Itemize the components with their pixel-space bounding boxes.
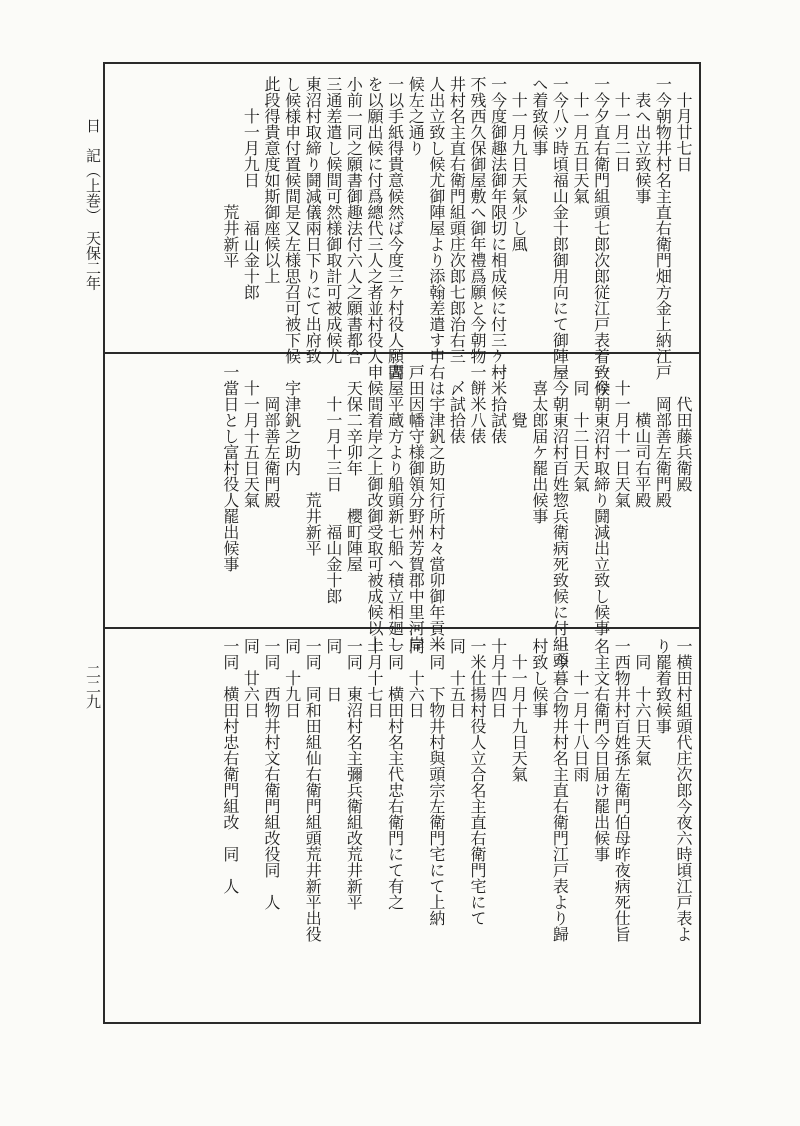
text-line: 十一月十九日天氣	[509, 654, 529, 782]
text-line: 一米拾試俵	[488, 364, 508, 444]
text-line: 村致し候事	[529, 638, 549, 718]
text-line: 横山司右平殿	[632, 412, 652, 508]
text-line: 一今朝物井村名主直右衛門畑方金上納江戸	[653, 76, 673, 380]
text-line: 一同 横田村名主代忠右衛門にて有之	[385, 638, 405, 910]
text-line: 一同 西物井村文右衛門組改役同 人	[262, 638, 281, 910]
text-line: 一今暮合物井村名主直右衛門江戸表より歸	[550, 638, 570, 942]
text-line: 名主文右衛門今日届け罷出候事	[591, 638, 611, 862]
text-line: 覺	[509, 412, 529, 428]
text-line: 荒井新平	[220, 204, 240, 268]
text-line: 荒井新平	[303, 492, 323, 556]
text-line: 十一月十八日雨	[571, 670, 590, 782]
text-line: 一米仕揚村役人立合名主直右衛門宅にて	[468, 638, 487, 926]
text-line: 天保二辛卯年 櫻町陣屋	[344, 380, 364, 572]
page-number: 二二九	[84, 664, 102, 709]
text-line: 一同 同和田組仙右衛門組頭荒井新平出役	[303, 638, 323, 942]
text-line: 一今度御趣法御年限切に相成候に付三ケ村	[488, 76, 508, 380]
text-line: 井村名主直右衛門組頭庄次郎七郎治右三	[447, 76, 467, 364]
text-line: 十一月二日	[612, 92, 632, 172]
text-line: を以願出候に付爲總代三人之者並村役人	[365, 76, 384, 364]
text-line: 十一月十三日 福山金十郎	[323, 396, 343, 604]
text-line: 十一月九日天氣少し風	[509, 92, 529, 252]
text-line: 岡部善左衛門殿	[653, 396, 673, 508]
text-line: 一同 横田村忠右衛門組改 同 人	[220, 638, 240, 894]
text-line: 東沼村取締り鬪減儀兩日下りにて出府致	[303, 76, 323, 364]
text-line: 一當日とし富村役人罷出候事	[220, 364, 240, 572]
text-line: 十月廿七日	[674, 92, 693, 172]
text-line: 一今朝東沼村取締り鬪減出立致し候事	[591, 364, 611, 636]
text-line: 十一月九日 福山金十郎	[241, 108, 261, 300]
text-line: り罷着致候事	[653, 638, 673, 734]
text-line: 十一月五日天氣	[571, 92, 590, 204]
text-line: 一以手紙得貴意候然ば今度三ケ村役人願書	[385, 76, 405, 380]
text-line: 表へ出立致候事	[632, 92, 652, 204]
text-line: 〆試拾俵	[447, 380, 467, 444]
text-line: 一今八ツ時頃福山金十郎御用向にて御陣屋	[550, 76, 570, 380]
text-line: 戸田因幡守様御領分野州芳賀郡中里河岸	[406, 364, 426, 652]
text-line: 小前一同之願書御趣法付六人之願書都合	[344, 76, 364, 364]
text-line: 問屋平蔵方より船頭新七船へ積立相廻し	[385, 364, 405, 652]
text-line: 宇津釩之助内	[282, 380, 302, 476]
text-line: 此段得貴意度如斯御座候以上	[262, 76, 281, 284]
text-line: 同 日	[323, 638, 343, 702]
text-line: 同 廿六日	[241, 638, 261, 718]
text-line: 右は宇津釩之助知行所村々當卯御年貢米	[426, 364, 446, 652]
text-line: 一今夕直右衛門組頭七郎次郎従江戸表着致候	[591, 76, 611, 396]
text-line: 同 十六日	[406, 638, 426, 718]
text-line: し候様申付置候間是又左様思召可被下候	[282, 76, 302, 364]
text-line: 不残西久保御屋敷へ御年禮爲願と今朝物	[468, 76, 487, 364]
text-line: 人出立致し候尤御陣屋より添翰差遣す申	[426, 76, 446, 364]
text-line: 同 十九日	[282, 638, 302, 718]
text-line: 三通差遣し候間可然様御取計可被成候尤	[323, 76, 343, 364]
text-line: 代田藤兵衛殿	[674, 396, 693, 492]
text-line: 十一月十五日天氣	[241, 380, 261, 508]
text-line: 一同 東沼村名主彌兵衛組改荒井新平	[344, 638, 364, 910]
text-line: 同 十二日天氣	[571, 380, 590, 492]
text-line: 一横田村組頭代庄次郎今夜六時頃江戸表よ	[674, 638, 693, 942]
text-line: 一西物井村百姓孫左衛門伯母昨夜病死仕旨	[612, 638, 632, 942]
text-line: 喜太郎届ケ罷出候事	[529, 380, 549, 524]
text-line: 一今朝東沼村百姓惣兵衛病死致候に付組頭	[550, 364, 570, 668]
text-line: 一同 下物井村與頭宗左衛門宅にて上納	[426, 638, 446, 926]
text-line: 一餅米八俵	[468, 364, 487, 444]
text-line: へ着致候事	[529, 76, 549, 156]
text-line: 候左之通り	[406, 76, 426, 156]
running-head: 日 記（上巻） 天保二年	[84, 118, 102, 291]
text-line: 同 十五日	[447, 638, 467, 718]
text-line: 同 十六日天氣	[632, 654, 652, 766]
text-line: 十月十四日	[488, 638, 508, 718]
text-line: 十一月十一日天氣	[612, 380, 632, 508]
text-line: 十月十七日	[365, 638, 384, 718]
text-line: 岡部善左衛門殿	[262, 396, 281, 508]
text-line: 申候間着岸之上御改御受取可被成候以上	[365, 364, 384, 652]
